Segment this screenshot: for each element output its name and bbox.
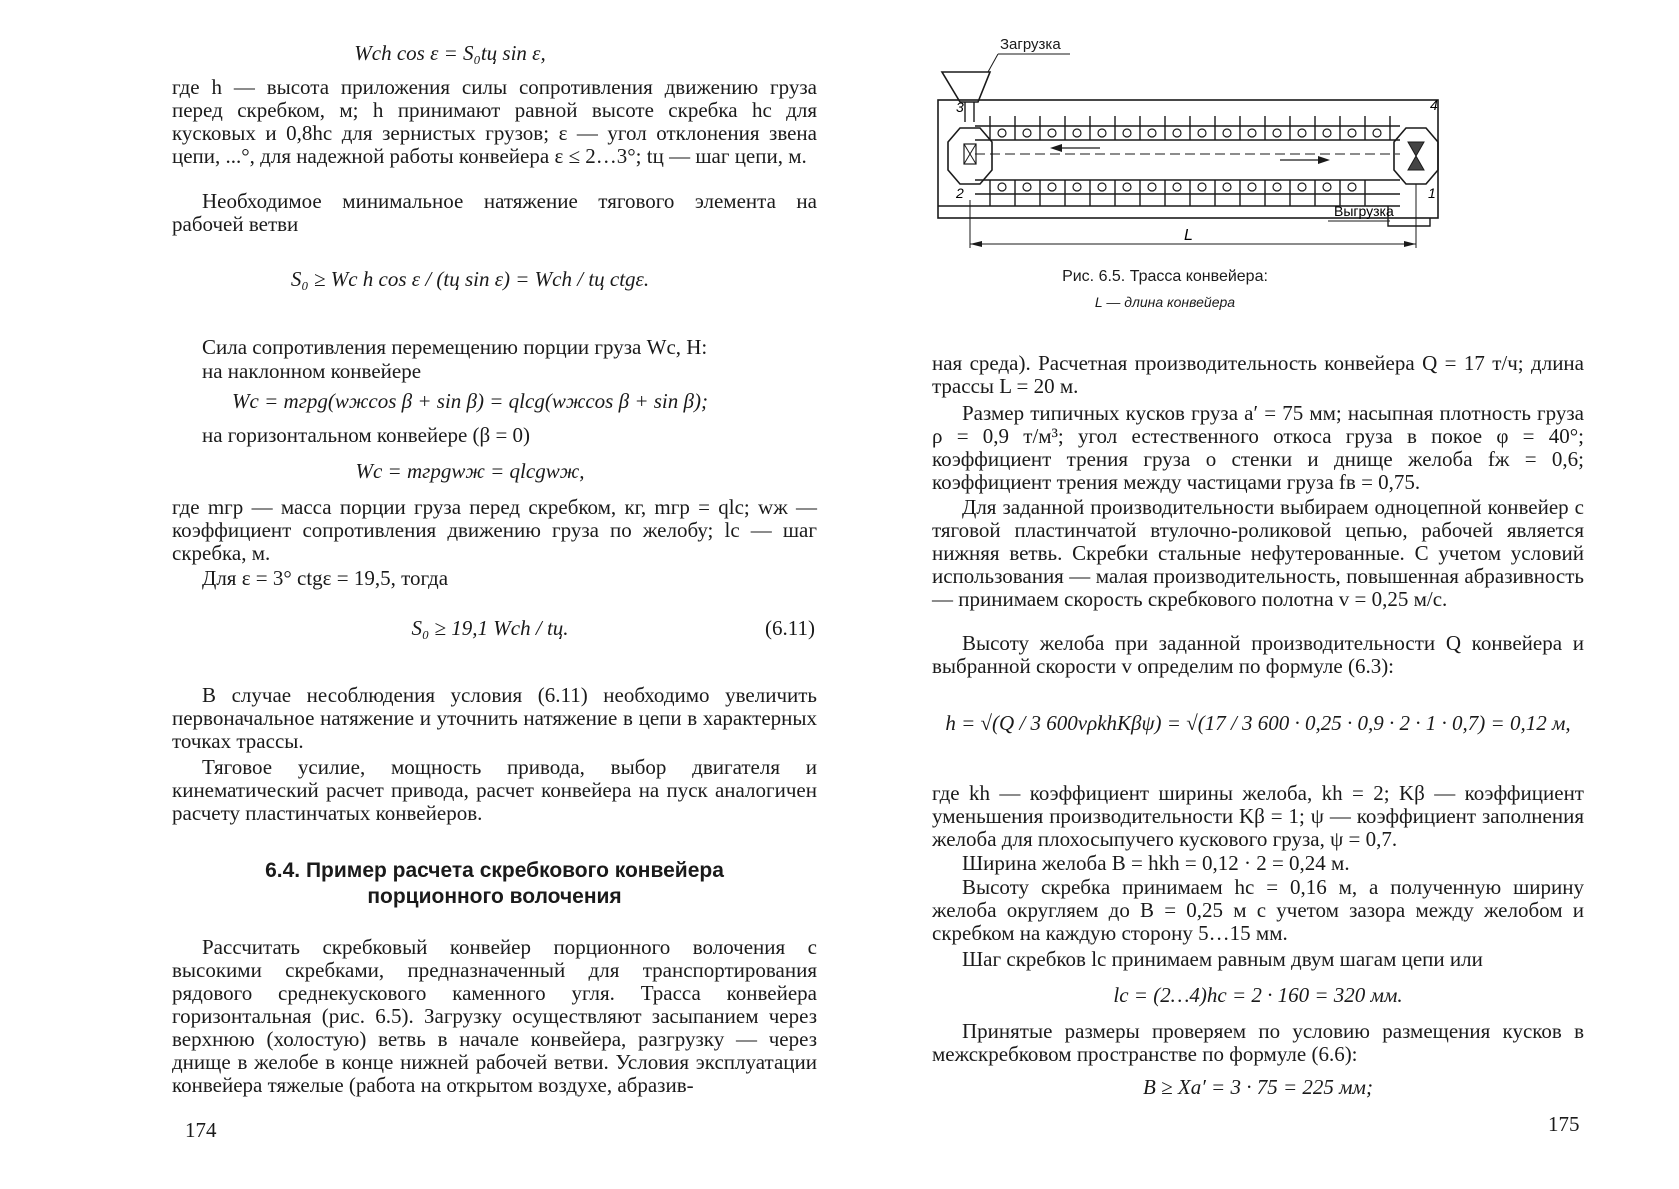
paragraph-trough-width: Ширина желоба B = hkh = 0,12 · 2 = 0,24 м.: [962, 851, 1350, 875]
formula-611: S₀ ≥ 19,1 Wсh / tц.: [411, 616, 569, 640]
formula-scraper-pitch: lс = (2…4)hс = 2 · 160 = 320 мм.: [1113, 983, 1403, 1007]
paragraph-task: Рассчитать скребковый конвейер порционного волочения с высокими скребками, предназначенный для транспортирования рядового среднекускового каменного угля. Трасса конвейера горизонтальная (рис. 6.5). Загрузку осуществляют засыпанием через верхнюю (холостую) ветвь в начале конвейера, разгрузку — через днище в желобе в конце нижней рабочей ветви. Условия эксплуатации конвейера тяжелые (работа на открытом воздухе, абразив-: [172, 935, 817, 1097]
figure-label-load: Загрузка: [1000, 36, 1061, 53]
page-number-left: 174: [185, 1118, 217, 1142]
paragraph-chain-choice: Для заданной производительности выбираем одноцепной конвейер с тяговой пластинчатой втулочно-роликовой цепью, рабочей является нижняя ветвь. Скребки стальные нефутерованные. С учетом условий использования — малая производительность, повышенная абразивность — принимаем скорость скребкового полотна v = 0,25 м/с.: [932, 495, 1584, 611]
paragraph-epsilon: Для ε = 3° ctgε = 19,5, тогда: [202, 566, 449, 590]
point-2: 2: [956, 185, 964, 201]
paragraph-trough-height: Высоту желоба при заданной производительности Q конвейера и выбранной скорости v определим по формуле (6.3):: [932, 631, 1584, 678]
paragraph-scraper-pitch: Шаг скребков lс принимаем равным двум шагам цепи или: [962, 947, 1483, 971]
point-3: 3: [956, 99, 964, 115]
hopper-shape: [942, 72, 990, 102]
section-heading-line1: 6.4. Пример расчета скребкового конвейера: [265, 859, 724, 882]
conveyor-casing: [938, 100, 1438, 218]
formula-trough-height: h = √(Q / 3 600vρkhKβψ) = √(17 / 3 600 · 0,25 · 0,9 · 2 · 1 · 0,7) = 0,12 м,: [945, 711, 1571, 735]
paragraph-resistance-line2: на наклонном конвейере: [202, 359, 422, 383]
section-heading-line2: порционного волочения: [367, 885, 622, 908]
conveyor-route-figure: [930, 30, 1450, 260]
paragraph-scraper-height: Высоту скребка принимаем hс = 0,16 м, а полученную ширину желоба округляем до B = 0,25 м с учетом зазора между желобом и скребком на каждую сторону 5…15 мм.: [932, 875, 1584, 945]
paragraph-traction: Тяговое усилие, мощность привода, выбор двигателя и кинематический расчет привода, расчет конвейера на пуск аналогичен расчету пластинчатых конвейеров.: [172, 755, 817, 825]
paragraph-min-tension: Необходимое минимальное натяжение тягового элемента на рабочей ветви: [172, 189, 817, 236]
paragraph-h-definition: где h — высота приложения силы сопротивления движению груза перед скребком, м; h принимают равной высоте скребка hс для кусковых и 0,8hс для зернистых грузов; ε — угол отклонения звена цепи, ...°, для надежной работы конвейера ε ≤ 2…3°; tц — шаг цепи, м.: [172, 75, 817, 168]
formula-equilibrium: Wсh cos ε = S₀tц sin ε,: [354, 41, 546, 65]
right-page: [840, 0, 1679, 1189]
paragraph-cargo-props: Размер типичных кусков груза a′ = 75 мм; насыпная плотность груза ρ = 0,9 т/м³; угол естественного откоса груза в покое φ = 40°; коэффициент трения груза о стенки и днище желоба fж = 0,6; коэффициент трения между частицами груза fв = 0,75.: [932, 401, 1584, 494]
paragraph-condition: В случае несоблюдения условия (6.11) необходимо увеличить первоначальное натяжение и уточнить натяжение в цепи в характерных точках трассы.: [172, 683, 817, 753]
figure-label-length: L: [1184, 227, 1193, 244]
paragraph-coefficients: где kh — коэффициент ширины желоба, kh = 2; Kβ — коэффициент уменьшения производительности Kβ = 1; ψ — коэффициент заполнения желоба для плохосыпучего кускового груза, ψ = 0,7.: [932, 781, 1584, 851]
figure-caption-title: Рис. 6.5. Трасса конвейера:: [1062, 268, 1268, 285]
section-heading: [172, 858, 817, 910]
paragraph-conditions-cont: ная среда). Расчетная производительность конвейера Q = 17 т/ч; длина трассы L = 20 м.: [932, 351, 1584, 398]
formula-width-check: B ≥ Xa′ = 3 · 75 = 225 мм;: [1143, 1075, 1373, 1099]
formula-s0: S₀ ≥ Wс h cos ε / (tц sin ε) = Wсh / tц ctgε.: [290, 267, 650, 291]
equation-number: (6.11): [765, 616, 815, 640]
formula-horizontal: Wс = mгрgwж = qlсgwж,: [355, 459, 585, 483]
figure-caption-sub: L — длина конвейера: [1094, 294, 1236, 310]
paragraph-horizontal: на горизонтальном конвейере (β = 0): [202, 423, 531, 447]
unload-outlet: [1388, 206, 1430, 226]
left-sprocket: [948, 128, 992, 184]
page-number-right: 175: [1548, 1112, 1580, 1136]
figure-label-unload: Выгрузка: [1334, 203, 1394, 219]
lower-scrapers: [990, 180, 1365, 206]
formula-inclined: Wс = mгрg(wжcos β + sin β) = qlсg(wжcos β + sin β);: [232, 389, 708, 413]
paragraph-size-check: Принятые размеры проверяем по условию размещения кусков в межскребковом пространстве по формуле (6.6):: [932, 1019, 1584, 1066]
paragraph-mass: где mгр — масса порции груза перед скребком, кг, mгр = qlс; wж — коэффициент сопротивления движению груза по желобу; lс — шаг скребка, м.: [172, 495, 817, 565]
point-4: 4: [1430, 97, 1438, 113]
point-1: 1: [1428, 185, 1436, 201]
paragraph-resistance-line1: Сила сопротивления перемещению порции груза Wс, Н:: [202, 335, 708, 359]
